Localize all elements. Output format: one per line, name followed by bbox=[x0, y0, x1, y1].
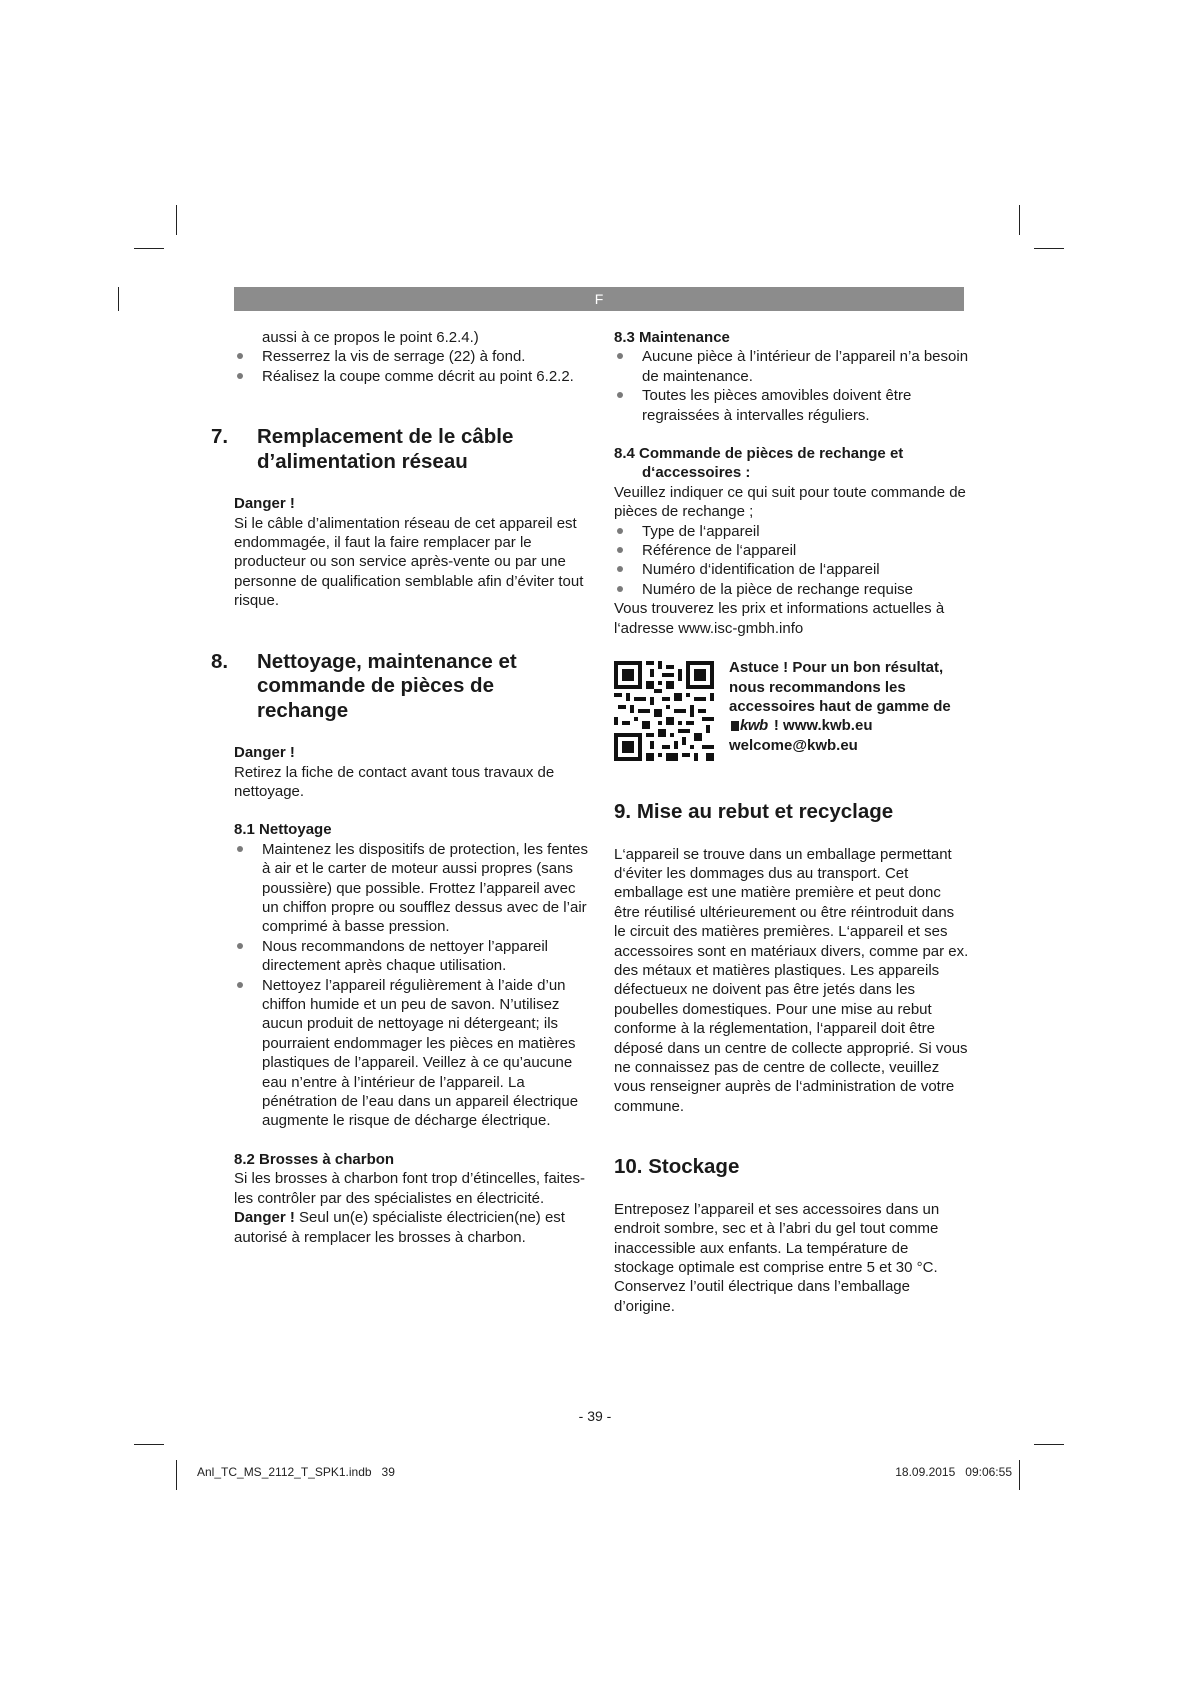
list-item: Aucune pièce à l’intérieur de l’appareil n’a besoin de maintenance. bbox=[614, 347, 970, 386]
section-number: 8. bbox=[211, 649, 229, 673]
tip-text bbox=[729, 658, 970, 755]
crop-mark bbox=[134, 248, 164, 249]
section-9-heading bbox=[614, 800, 970, 825]
list-item: Type de l‘appareil bbox=[614, 522, 970, 541]
subsection-8-4-title: 8.4 Commande de pièces de rechange et bbox=[614, 445, 904, 463]
footer-timestamp: 18.09.2015 09:06:55 bbox=[895, 1465, 1012, 1479]
list-item: Toutes les pièces amovibles doivent être regraissées à intervalles réguliers. bbox=[614, 386, 970, 425]
subsection-8-2-title: 8.2 Brosses à charbon bbox=[234, 1150, 395, 1168]
section-number: 10. bbox=[614, 1155, 643, 1179]
list-item: Resserrez la vis de serrage (22) à fond. bbox=[234, 347, 590, 366]
crop-mark bbox=[134, 1444, 164, 1445]
cleaning-bullet-list bbox=[234, 840, 590, 1131]
crop-mark bbox=[1034, 248, 1064, 249]
section-number: 7. bbox=[211, 425, 229, 449]
maintenance-bullet-list bbox=[614, 347, 970, 425]
danger-text: Retirez la fiche de contact avant tous travaux de nettoyage. bbox=[234, 763, 555, 800]
section-7-heading bbox=[211, 425, 590, 474]
danger-text: Si le câble d’alimentation réseau de cet appareil est endommagée, il faut la faire remplacer par le producteur ou son service après-vente ou par une personne de qualification semblable afin d’éviter tout risque. bbox=[234, 514, 584, 610]
danger-label: Danger ! bbox=[234, 1209, 295, 1227]
section-number: 9. bbox=[614, 800, 632, 824]
continued-text: aussi à ce propos le point 6.2.4.) bbox=[262, 329, 479, 346]
list-item: Maintenez les dispositifs de protection, les fentes à air et le carter de moteur aussi propres (sans poussière) que possible. Frottez l’appareil avec un chiffon propre ou soufflez dessus avec de l’air comprimé à basse pression. bbox=[234, 840, 590, 937]
subsection-8-4-title-cont: d‘accessoires : bbox=[642, 464, 751, 482]
subsection-8-1-title: 8.1 Nettoyage bbox=[234, 821, 332, 839]
list-item: Nous recommandons de nettoyer l’appareil directement après chaque utilisation. bbox=[234, 937, 590, 976]
left-column bbox=[211, 328, 590, 1247]
crop-mark bbox=[1034, 1444, 1064, 1445]
order-intro: Veuillez indiquer ce qui suit pour toute commande de pièces de rechange ; bbox=[614, 483, 966, 521]
list-item: Numéro d‘identification de l‘appareil bbox=[614, 560, 970, 579]
danger-label: Danger ! bbox=[234, 744, 295, 762]
order-bullet-list bbox=[614, 522, 970, 600]
list-item: Numéro de la pièce de rechange requise bbox=[614, 580, 970, 599]
section-title: Stockage bbox=[648, 1155, 740, 1179]
storage-text: Entreposez l’appareil et ses accessoires dans un endroit sombre, sec et à l’abri du gel tout comme inaccessible aux enfants. La température de stockage optimale est comprise entre 5 et 30 °C. Conservez l’outil électrique dans l’emballage d’origine. bbox=[614, 1200, 940, 1315]
kwb-logo bbox=[729, 716, 770, 735]
crop-mark bbox=[118, 287, 119, 311]
brushes-text: Si les brosses à charbon font trop d’étincelles, faites-les contrôler par des spécialistes en électricité. bbox=[234, 1170, 586, 1207]
crop-mark bbox=[1019, 205, 1020, 235]
intro-bullet-list bbox=[234, 347, 590, 386]
section-title: Remplacement de le câble d’alimentation réseau bbox=[257, 425, 514, 473]
danger-label: Danger ! bbox=[234, 495, 295, 513]
crop-mark bbox=[176, 1460, 177, 1490]
brushes-danger bbox=[234, 1208, 590, 1247]
page-number: - 39 - bbox=[578, 1408, 612, 1424]
section-title: Mise au rebut et recyclage bbox=[636, 800, 894, 824]
language-header-bar bbox=[234, 287, 964, 311]
right-column bbox=[614, 328, 970, 1316]
list-item: Réalisez la coupe comme décrit au point 6.2.2. bbox=[234, 367, 590, 386]
disposal-text: L‘appareil se trouve dans un emballage permettant d‘éviter les dommages dus au transport. Cet emballage est une matière première et peut donc être réutilisé ultérieurement ou être réintroduit dans le circuit des matières premières. L‘appareil et ses accessoires sont en matériaux divers, comme par ex. des métaux et matières plastiques. Les appareils défectueux ne doivent pas être jetés dans les poubelles domestiques. Pour une mise au rebut conforme à la réglementation, l‘appareil doit être déposé dans un centre de collecte approprié. Si vous ne connaissez pas de centre de collecte, veuillez vous renseigner auprès de l‘administration de votre commune. bbox=[614, 845, 969, 1115]
section-title: Nettoyage, maintenance et commande de pièces de rechange bbox=[257, 649, 517, 722]
danger-text: Seul un(e) spécialiste électricien(ne) est autorisé à remplacer les brosses à charbon. bbox=[234, 1209, 565, 1246]
order-outro: Vous trouverez les prix et informations actuelles à l‘adresse www.isc-gmbh.info bbox=[614, 600, 945, 637]
list-item: Référence de l‘appareil bbox=[614, 541, 970, 560]
qr-code-icon bbox=[614, 661, 714, 761]
tip-text-before: Astuce ! Pour un bon résultat, nous recommandons les accessoires haut de gamme de bbox=[729, 659, 951, 715]
list-item: Nettoyez l’appareil régulièrement à l’aide d’un chiffon humide et un peu de savon. N’utilisez aucun produit de nettoyage ni détergeant; ils pourraient endommager les pièces en matières plastiques de l’appareil. Veillez à ce qu’aucune eau n’entre à l’intérieur de l’appareil. La pénétration de l’eau dans un appareil électrique augmente le risque de décharge électrique. bbox=[234, 976, 590, 1131]
footer-filename: Anl_TC_MS_2112_T_SPK1.indb 39 bbox=[197, 1465, 395, 1479]
crop-mark bbox=[1019, 1460, 1020, 1490]
crop-mark bbox=[176, 205, 177, 235]
kwb-brand: kwb bbox=[740, 717, 768, 735]
section-8-heading bbox=[211, 649, 590, 724]
tip-box bbox=[614, 658, 970, 761]
language-tab: F bbox=[594, 291, 604, 307]
subsection-8-3-title: 8.3 Maintenance bbox=[614, 329, 730, 346]
section-10-heading bbox=[614, 1155, 970, 1180]
tip-text-after: ! www.kwb.eu welcome@kwb.eu bbox=[729, 717, 873, 754]
